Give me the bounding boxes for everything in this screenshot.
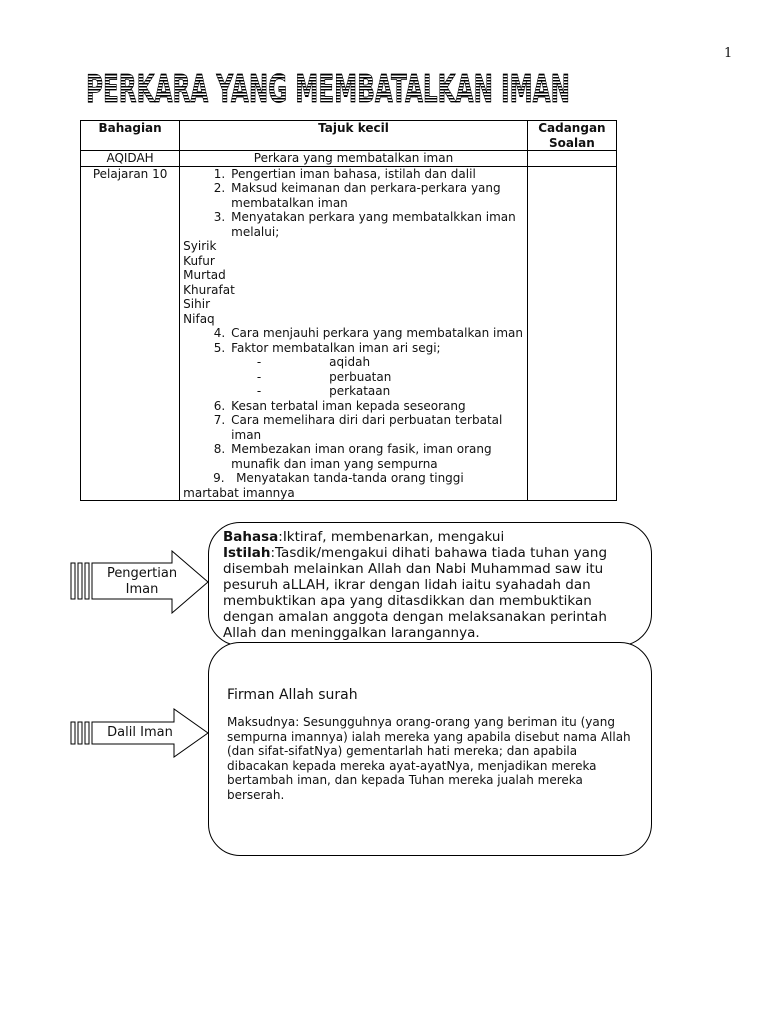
bahasa-label: Bahasa [223, 529, 279, 545]
cell-pelajaran: Pelajaran 10 [81, 166, 180, 501]
list-item: 6. Kesan terbatal iman kepada seseorang [213, 398, 466, 413]
pengertian-box [208, 522, 652, 646]
pengertian-iman-arrow [70, 550, 210, 614]
table-row [81, 166, 617, 501]
list-item-9-cont: martabat imannya [183, 485, 295, 500]
table-row [81, 151, 617, 167]
header-cadangan-line1: Cadangan [538, 121, 606, 135]
istilah-line [223, 545, 637, 641]
list-item: 3. Menyatakan perkara yang membatalkkan iman melalui; [213, 210, 516, 239]
list-item: 4. Cara menjauhi perkara yang membatalkan iman [213, 326, 523, 340]
list-item-kufur: Kufur [183, 253, 215, 268]
page-title [84, 62, 574, 110]
cell-tajuk-aqidah: Perkara yang membatalkan iman [180, 151, 528, 167]
header-cadangan-line2: Soalan [549, 135, 595, 150]
header-bahagian: Bahagian [81, 121, 180, 151]
page-number: 1 [724, 46, 733, 61]
list-item: 2. Maksud keimanan dan perkara-perkara yang membatalkan iman [213, 181, 501, 210]
cell-cadangan-empty [527, 166, 616, 501]
dalil-iman-label: Dalil Iman [107, 725, 173, 740]
dash-item: - perkataan [256, 384, 391, 398]
list-item: 5. Faktor membatalkan iman ari segi; [213, 340, 441, 355]
dash-item: - aqidah [256, 355, 371, 369]
list-item: 1. Pengertian iman bahasa, istilah dan dalil [213, 166, 476, 181]
dalil-iman-arrow [70, 708, 210, 758]
firman-text: Firman Allah surah [227, 687, 358, 703]
pengertian-iman-label: Pengertian Iman [106, 566, 178, 597]
list-item: 8. Membezakan iman orang fasik, iman orang munafik dan iman yang sempurna [213, 442, 492, 471]
list-item: 7. Cara memelihara diri dari perbuatan terbatal iman [213, 413, 503, 442]
istilah-text: :Tasdik/mengakui dihati bahawa tiada tuhan yang disembah melainkan Allah dan Nabi Muhammad saw itu pesuruh aLLAH, ikrar dengan lidah iaitu syahadah dan membuktikan apa yang ditasdikkan dan membuktikan dengan amalan anggota dengan melaksanakan perintah Allah dan meninggalkan larangannya. [223, 545, 608, 641]
title-wordart [84, 62, 574, 110]
title-text: PERKARA YANG MEMBATALKAN IMAN [86, 67, 570, 110]
cell-cadangan-empty [527, 151, 616, 167]
maksudnya-text: Maksudnya: Sesungguhnya orang-orang yang beriman itu (yang sempurna imannya) ialah mereka yang apabila disebut nama Allah (dan sifat-sifatNya) gementarlah hati mereka; dan apabila dibacakan kepada mereka ayat-ayatNya, menjadikan mereka bertambah iman, dan kepada Tuhan mereka jualah mereka berserah. [227, 715, 631, 802]
bahasa-line [223, 529, 637, 545]
list-item-sihir: Sihir [183, 297, 210, 311]
lesson-table [80, 120, 617, 501]
list-item-nifaq: Nifaq [183, 311, 215, 326]
list-item-syirik: Syirik [183, 239, 217, 253]
cell-topic-list [180, 166, 528, 501]
list-item-9: 9. Menyatakan tanda-tanda orang tinggi [213, 471, 464, 485]
dash-item: - perbuatan [256, 369, 392, 384]
istilah-label: Istilah [223, 545, 271, 561]
header-cadangan-soalan [527, 121, 616, 151]
bahasa-text: :Iktiraf, membenarkan, mengakui [278, 529, 505, 545]
cell-aqidah: AQIDAH [81, 151, 180, 167]
list-item-murtad: Murtad [183, 268, 226, 282]
table-header-row [81, 121, 617, 151]
dalil-box [208, 642, 652, 856]
list-item-khurafat: Khurafat [183, 282, 235, 297]
header-tajuk-kecil: Tajuk kecil [180, 121, 528, 151]
